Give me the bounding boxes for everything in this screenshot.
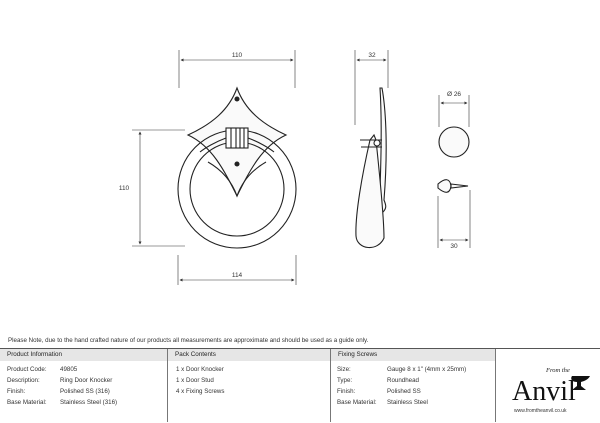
description-label: Description: — [7, 377, 40, 384]
dim-screw-length — [438, 190, 470, 248]
pack-item: 1 x Door Stud — [176, 377, 214, 384]
product-code-value: 49805 — [60, 366, 78, 373]
screw-size-value: Gauge 8 x 1" (4mm x 25mm) — [387, 366, 467, 373]
pack-item: 1 x Door Knocker — [176, 366, 224, 373]
finish-label: Finish: — [7, 388, 26, 395]
dim-ring-width-label: 114 — [231, 272, 243, 279]
side-view — [356, 88, 386, 248]
logo-brand: Anvil — [512, 376, 576, 407]
pack-contents-header: Pack Contents — [168, 349, 330, 361]
product-code-label: Product Code: — [7, 366, 47, 373]
dim-ring-width — [178, 255, 296, 285]
finish-value: Polished SS (316) — [60, 388, 110, 395]
fixing-screws-header: Fixing Screws — [331, 349, 495, 361]
dim-plate-width-label: 110 — [231, 52, 243, 59]
logo-tagline: From the — [546, 367, 570, 374]
stud-head — [439, 127, 469, 157]
screw-size-label: Size: — [337, 366, 351, 373]
logo-url: www.fromtheanvil.co.uk — [514, 408, 567, 414]
dim-projection-label: 32 — [368, 52, 376, 59]
dim-head-diameter-label: Ø 26 — [446, 91, 462, 98]
description-value: Ring Door Knocker — [60, 377, 113, 384]
pack-item: 4 x Fixing Screws — [176, 388, 225, 395]
screw-type-label: Type: — [337, 377, 353, 384]
screw-type-value: Roundhead — [387, 377, 419, 384]
disclaimer-note: Please Note, due to the hand crafted nature of our products all measurements are approximate and should be used as a guide only. — [8, 337, 369, 344]
screw-finish-label: Finish: — [337, 388, 356, 395]
base-material-value: Stainless Steel (316) — [60, 399, 118, 406]
stud-screw — [438, 180, 468, 193]
dim-height-label: 110 — [118, 185, 130, 192]
screw-finish-value: Polished SS — [387, 388, 421, 395]
product-info-header: Product Information — [0, 349, 167, 361]
dim-screw-length-label: 30 — [450, 243, 458, 250]
anvil-logo — [510, 362, 594, 418]
screw-material-label: Base Material: — [337, 399, 377, 406]
column-divider — [495, 349, 496, 422]
dim-height — [132, 130, 185, 246]
front-view — [178, 88, 296, 248]
dim-head-diameter — [439, 95, 469, 127]
base-material-label: Base Material: — [7, 399, 47, 406]
screw-material-value: Stainless Steel — [387, 399, 428, 406]
